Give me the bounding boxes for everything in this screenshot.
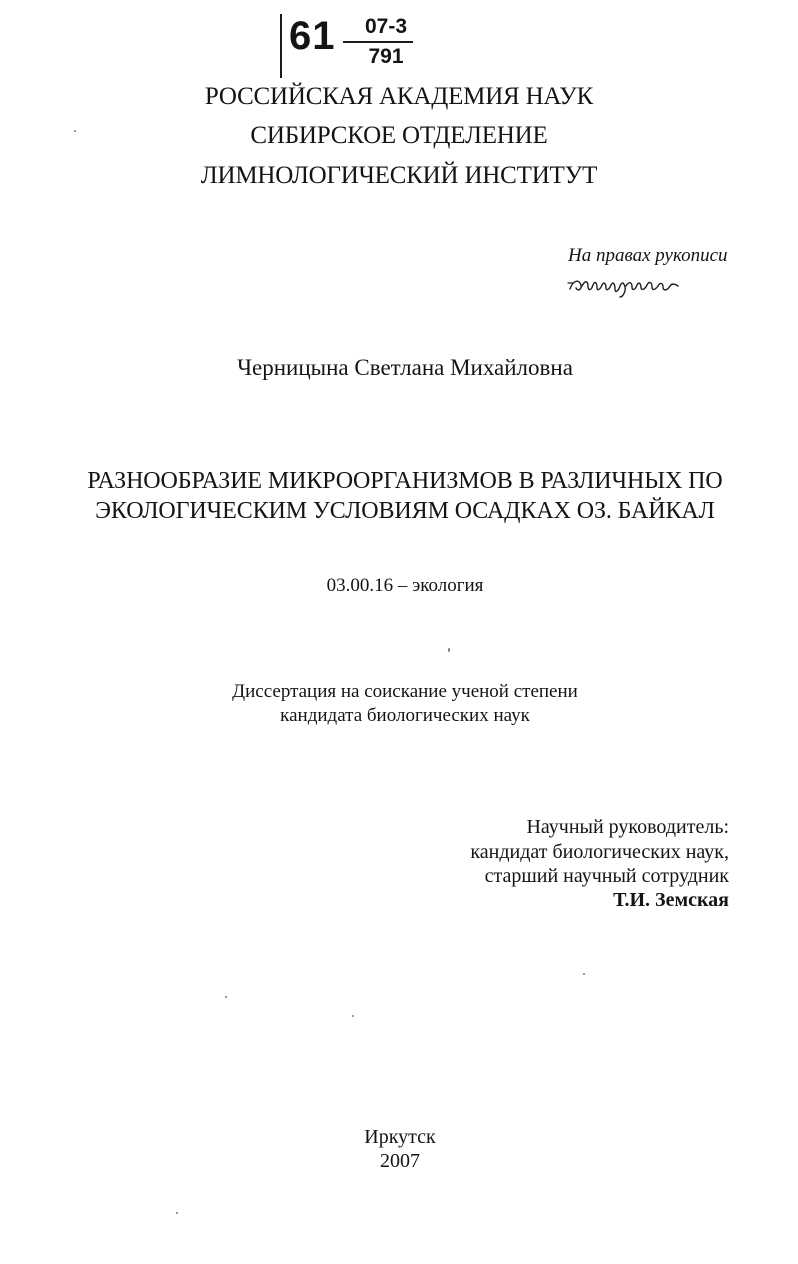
- degree-statement-line-1: Диссертация на соискание ученой степени: [232, 681, 578, 702]
- org-academy: РОССИЙСКАЯ АКАДЕМИЯ НАУК: [204, 83, 594, 110]
- title-line-2: ЭКОЛОГИЧЕСКИМ УСЛОВИЯМ ОСАДКАХ ОЗ. БАЙКАЛ: [95, 498, 715, 524]
- manuscript-rights-label: На правах рукописи: [568, 245, 728, 266]
- scan-speck: [448, 648, 450, 652]
- scan-speck: [352, 1015, 354, 1017]
- org-institute: ЛИМНОЛОГИЧЕСКИЙ ИНСТИТУТ: [200, 162, 598, 189]
- scan-speck: [176, 1212, 178, 1214]
- library-stamp: [277, 12, 427, 82]
- stamp-denominator: 791: [368, 45, 404, 68]
- stamp-numerator: 07-3: [364, 15, 408, 38]
- supervisor-name: Т.И. Земская: [613, 889, 729, 911]
- supervisor-degree: кандидат биологических наук,: [470, 841, 729, 863]
- author-signature: [566, 270, 686, 300]
- degree-statement-line-2: кандидата биологических наук: [280, 705, 530, 726]
- stamp-vertical-rule: [280, 14, 282, 78]
- city: Иркутск: [364, 1126, 436, 1148]
- supervisor-position: старший научный сотрудник: [484, 865, 729, 887]
- org-branch: СИБИРСКОЕ ОТДЕЛЕНИЕ: [250, 122, 548, 149]
- stamp-series: 61: [289, 14, 336, 58]
- stamp-fraction-line: [343, 41, 413, 43]
- year: 2007: [380, 1150, 420, 1172]
- specialty-code: 03.00.16 – экология: [326, 575, 484, 596]
- author-name: Черницына Светлана Михайловна: [237, 355, 573, 380]
- supervisor-heading: Научный руководитель:: [526, 816, 729, 838]
- title-line-1: РАЗНООБРАЗИЕ МИКРООРГАНИЗМОВ В РАЗЛИЧНЫХ ПО: [87, 468, 723, 494]
- scan-speck: [225, 996, 227, 998]
- scan-speck: [74, 130, 76, 132]
- scan-speck: [583, 973, 585, 975]
